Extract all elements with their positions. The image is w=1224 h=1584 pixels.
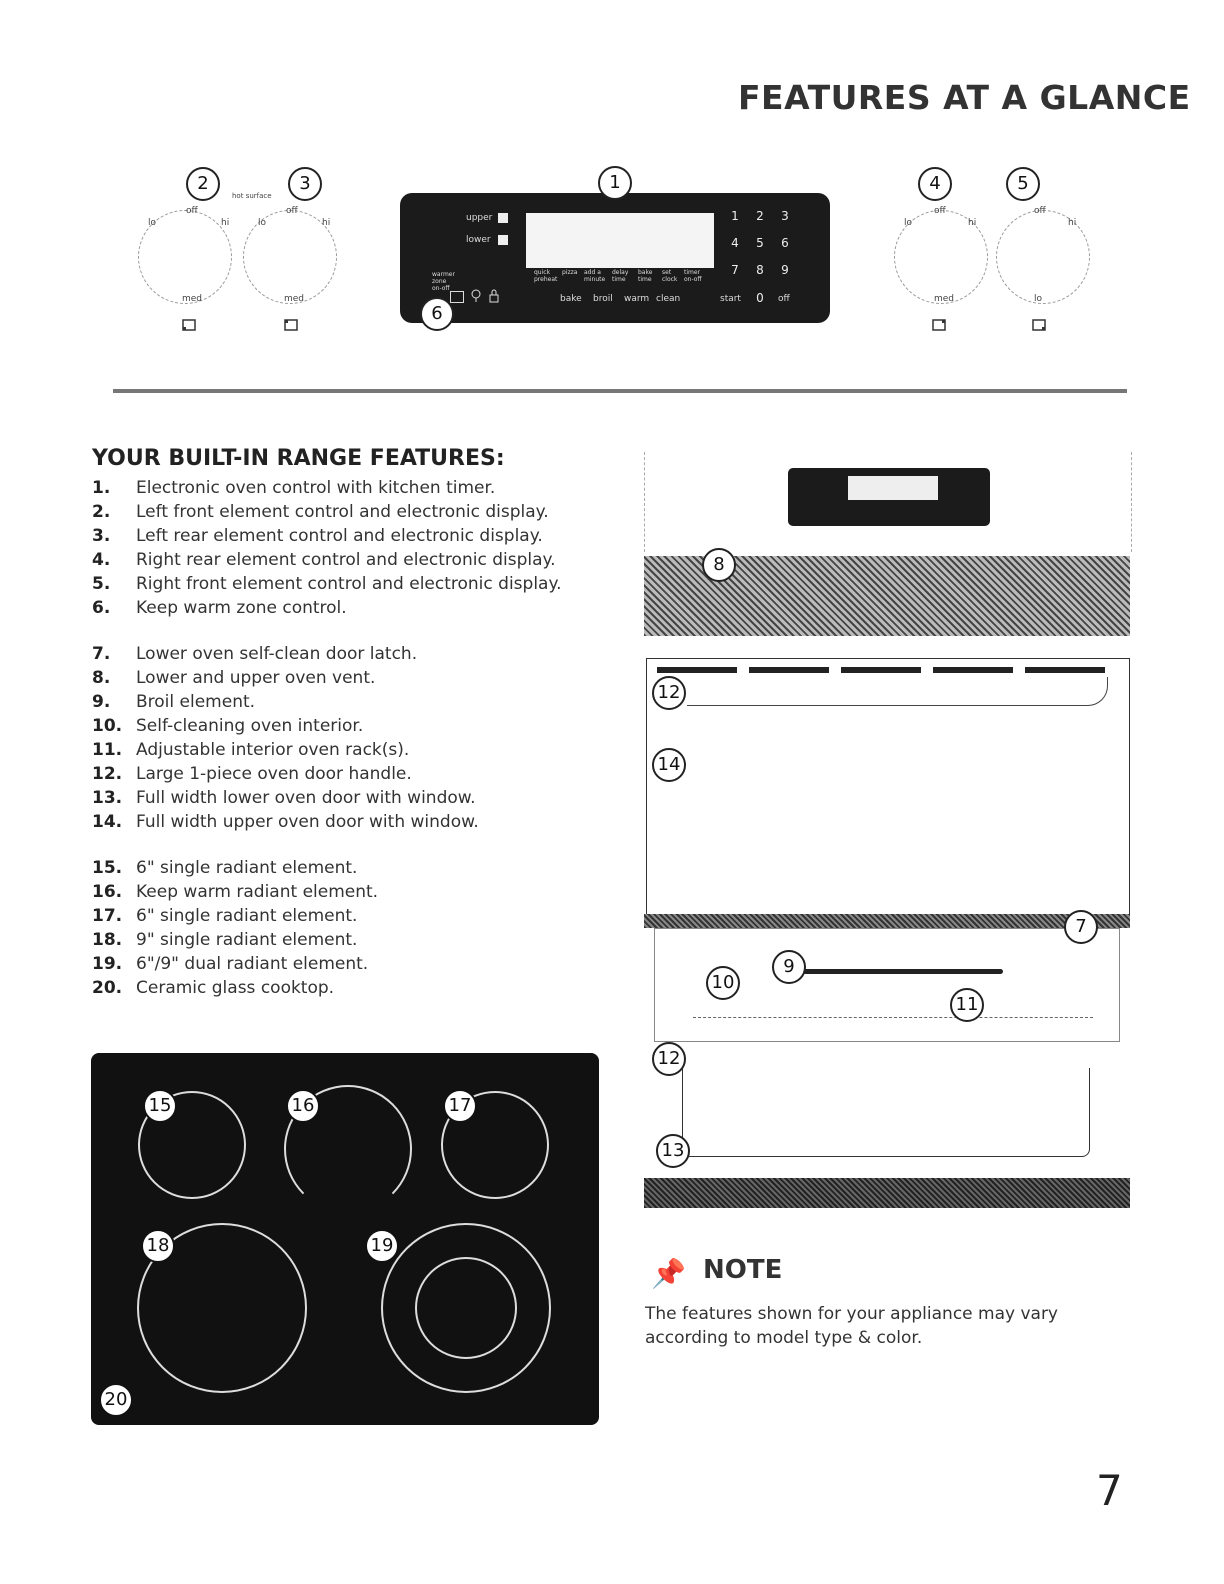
list-item <box>92 500 612 524</box>
callout-9: 9 <box>772 950 806 984</box>
mini-display <box>848 476 938 500</box>
list-item <box>92 666 612 690</box>
item-text: Adjustable interior oven rack(s). <box>136 740 410 760</box>
knob-lo-label: lo <box>1034 294 1043 304</box>
page-title: FEATURES AT A GLANCE <box>738 78 1191 117</box>
item-text: Right rear element control and electronic display. <box>136 550 556 570</box>
oven-rack <box>693 1017 1093 1018</box>
item-text: 6" single radiant element. <box>136 858 358 878</box>
item-number: 20. <box>92 978 123 998</box>
keypad-0[interactable]: 0 <box>756 291 764 305</box>
list-item <box>92 810 612 834</box>
callout-17: 17 <box>443 1089 477 1123</box>
item-number: 3. <box>92 526 111 546</box>
list-item <box>92 738 612 762</box>
item-number: 14. <box>92 812 123 832</box>
light-icon <box>470 289 482 303</box>
list-item <box>92 928 612 952</box>
knob-hi-label: hi <box>322 218 331 228</box>
section-divider <box>113 389 1127 393</box>
callout-12: 12 <box>652 1042 686 1076</box>
warmer-zone-key[interactable] <box>450 291 464 303</box>
lower-oven-door <box>682 1068 1090 1157</box>
item-text: Lower and upper oven vent. <box>136 668 376 688</box>
item-text: Full width lower oven door with window. <box>136 788 476 808</box>
oven-display <box>526 213 714 268</box>
item-number: 12. <box>92 764 123 784</box>
item-number: 4. <box>92 550 111 570</box>
knob-hi-label: hi <box>221 218 230 228</box>
broil-key[interactable]: broil <box>593 294 613 304</box>
clean-key[interactable]: clean <box>656 294 681 304</box>
lock-icon <box>488 289 500 303</box>
item-number: 10. <box>92 716 123 736</box>
callout-16: 16 <box>286 1089 320 1123</box>
item-number: 17. <box>92 906 123 926</box>
item-text: Keep warm zone control. <box>136 598 347 618</box>
knob-hi-label: hi <box>1068 218 1077 228</box>
keypad-4[interactable]: 4 <box>731 236 739 250</box>
knob-off-label: off <box>1034 206 1046 216</box>
item-number: 15. <box>92 858 123 878</box>
callout-14: 14 <box>652 748 686 782</box>
keypad-7[interactable]: 7 <box>731 263 739 277</box>
item-text: 6"/9" dual radiant element. <box>136 954 369 974</box>
upper-door-handle-outline <box>687 677 1108 706</box>
features-section-title: YOUR BUILT-IN RANGE FEATURES: <box>92 446 505 471</box>
knob-lo-label: lo <box>904 218 913 228</box>
callout-8: 8 <box>702 548 736 582</box>
burner-location-icon <box>1031 318 1047 332</box>
callout-12: 12 <box>652 676 686 710</box>
bake-key[interactable]: bake <box>560 294 582 304</box>
knob-med-label: med <box>284 294 305 304</box>
bake-time-key[interactable]: bake time <box>638 269 653 283</box>
warmer-zone-label: warmer zone on-off <box>432 271 455 292</box>
keypad-3[interactable]: 3 <box>781 209 789 223</box>
item-number: 6. <box>92 598 111 618</box>
off-key[interactable]: off <box>778 294 790 304</box>
callout-7: 7 <box>1064 910 1098 944</box>
hot-surface-label: hot surface <box>232 192 272 200</box>
oven-control-panel <box>400 193 830 323</box>
callout-3: 3 <box>288 167 322 201</box>
list-item <box>92 880 612 904</box>
item-number: 13. <box>92 788 123 808</box>
callout-5: 5 <box>1006 167 1040 201</box>
list-item <box>92 476 612 500</box>
burner-19-inner <box>415 1257 517 1359</box>
callout-20: 20 <box>99 1383 133 1417</box>
callout-1: 1 <box>598 166 632 200</box>
list-item <box>92 904 612 928</box>
item-text: Left rear element control and electronic display. <box>136 526 543 546</box>
list-item <box>92 856 612 880</box>
list-item <box>92 786 612 810</box>
item-text: 6" single radiant element. <box>136 906 358 926</box>
item-number: 11. <box>92 740 123 760</box>
lower-oven-label: lower <box>466 235 491 245</box>
list-item <box>92 976 612 1000</box>
knob-hi-label: hi <box>968 218 977 228</box>
range-illustration <box>644 452 1130 1208</box>
keypad-2[interactable]: 2 <box>756 209 764 223</box>
item-text: Ceramic glass cooktop. <box>136 978 335 998</box>
range-toe-kick <box>644 1178 1130 1208</box>
item-text: Left front element control and electronic display. <box>136 502 549 522</box>
item-number: 18. <box>92 930 123 950</box>
item-number: 16. <box>92 882 123 902</box>
knob-med-label: med <box>934 294 955 304</box>
item-number: 8. <box>92 668 111 688</box>
callout-13: 13 <box>656 1134 690 1168</box>
list-item <box>92 952 612 976</box>
knob-med-label: med <box>182 294 203 304</box>
item-text: Self-cleaning oven interior. <box>136 716 364 736</box>
burner-location-icon <box>931 318 947 332</box>
broil-element <box>803 969 1003 974</box>
upper-door-handle <box>657 667 1117 673</box>
set-clock-key[interactable]: set clock <box>662 269 678 283</box>
list-item <box>92 596 612 620</box>
knob-lo-label: lo <box>258 218 267 228</box>
mini-control-panel <box>788 468 990 526</box>
upper-oven-indicator <box>498 213 508 223</box>
callout-11: 11 <box>950 988 984 1022</box>
quick-preheat-key[interactable]: quick preheat <box>534 269 558 283</box>
keypad-9[interactable]: 9 <box>781 263 789 277</box>
note-title: NOTE <box>703 1255 783 1285</box>
item-text: Keep warm radiant element. <box>136 882 379 902</box>
item-number: 5. <box>92 574 111 594</box>
delay-time-key[interactable]: delay time <box>612 269 629 283</box>
keypad-5[interactable]: 5 <box>756 236 764 250</box>
note-text: The features shown for your appliance may vary according to model type & color. <box>645 1304 1058 1348</box>
pizza-key[interactable]: pizza <box>562 269 578 276</box>
start-key[interactable]: start <box>720 294 741 304</box>
knob-off-label: off <box>186 206 198 216</box>
item-text: Lower oven self-clean door latch. <box>136 644 418 664</box>
list-item <box>92 548 612 572</box>
burner-location-icon <box>181 318 197 332</box>
item-number: 1. <box>92 478 111 498</box>
callout-4: 4 <box>918 167 952 201</box>
keypad-6[interactable]: 6 <box>781 236 789 250</box>
callout-18: 18 <box>141 1229 175 1263</box>
item-text: Full width upper oven door with window. <box>136 812 479 832</box>
callout-15: 15 <box>143 1089 177 1123</box>
burner-location-icon <box>283 318 299 332</box>
lower-oven-band <box>644 914 1130 928</box>
item-text: Right front element control and electronic display. <box>136 574 562 594</box>
add-a-minute-key[interactable]: add a minute <box>584 269 606 283</box>
list-item <box>92 690 612 714</box>
item-text: Electronic oven control with kitchen timer. <box>136 478 496 498</box>
item-number: 7. <box>92 644 111 664</box>
knob-lo-label: lo <box>148 218 157 228</box>
cooktop-illustration <box>91 1053 599 1425</box>
item-number: 9. <box>92 692 111 712</box>
list-item <box>92 762 612 786</box>
warm-key[interactable]: warm <box>624 294 650 304</box>
timer-on-off-key[interactable]: timer on-off <box>684 269 702 283</box>
item-text: 9" single radiant element. <box>136 930 358 950</box>
callout-2: 2 <box>186 167 220 201</box>
callout-6: 6 <box>420 297 454 331</box>
features-list <box>92 476 612 1000</box>
knob-off-label: off <box>934 206 946 216</box>
item-text: Large 1-piece oven door handle. <box>136 764 412 784</box>
list-item <box>92 642 612 666</box>
list-item <box>92 524 612 548</box>
item-number: 2. <box>92 502 111 522</box>
callout-10: 10 <box>706 966 740 1000</box>
keypad-8[interactable]: 8 <box>756 263 764 277</box>
page-number: 7 <box>1096 1466 1123 1515</box>
item-text: Broil element. <box>136 692 256 712</box>
lower-oven-indicator <box>498 235 508 245</box>
callout-19: 19 <box>365 1229 399 1263</box>
knob-off-label: off <box>286 206 298 216</box>
list-item <box>92 572 612 596</box>
item-number: 19. <box>92 954 123 974</box>
upper-oven-label: upper <box>466 213 493 223</box>
upper-oven-door <box>646 658 1130 916</box>
keypad-1[interactable]: 1 <box>731 209 739 223</box>
pushpin-icon: 📌 <box>651 1257 686 1290</box>
list-item <box>92 714 612 738</box>
